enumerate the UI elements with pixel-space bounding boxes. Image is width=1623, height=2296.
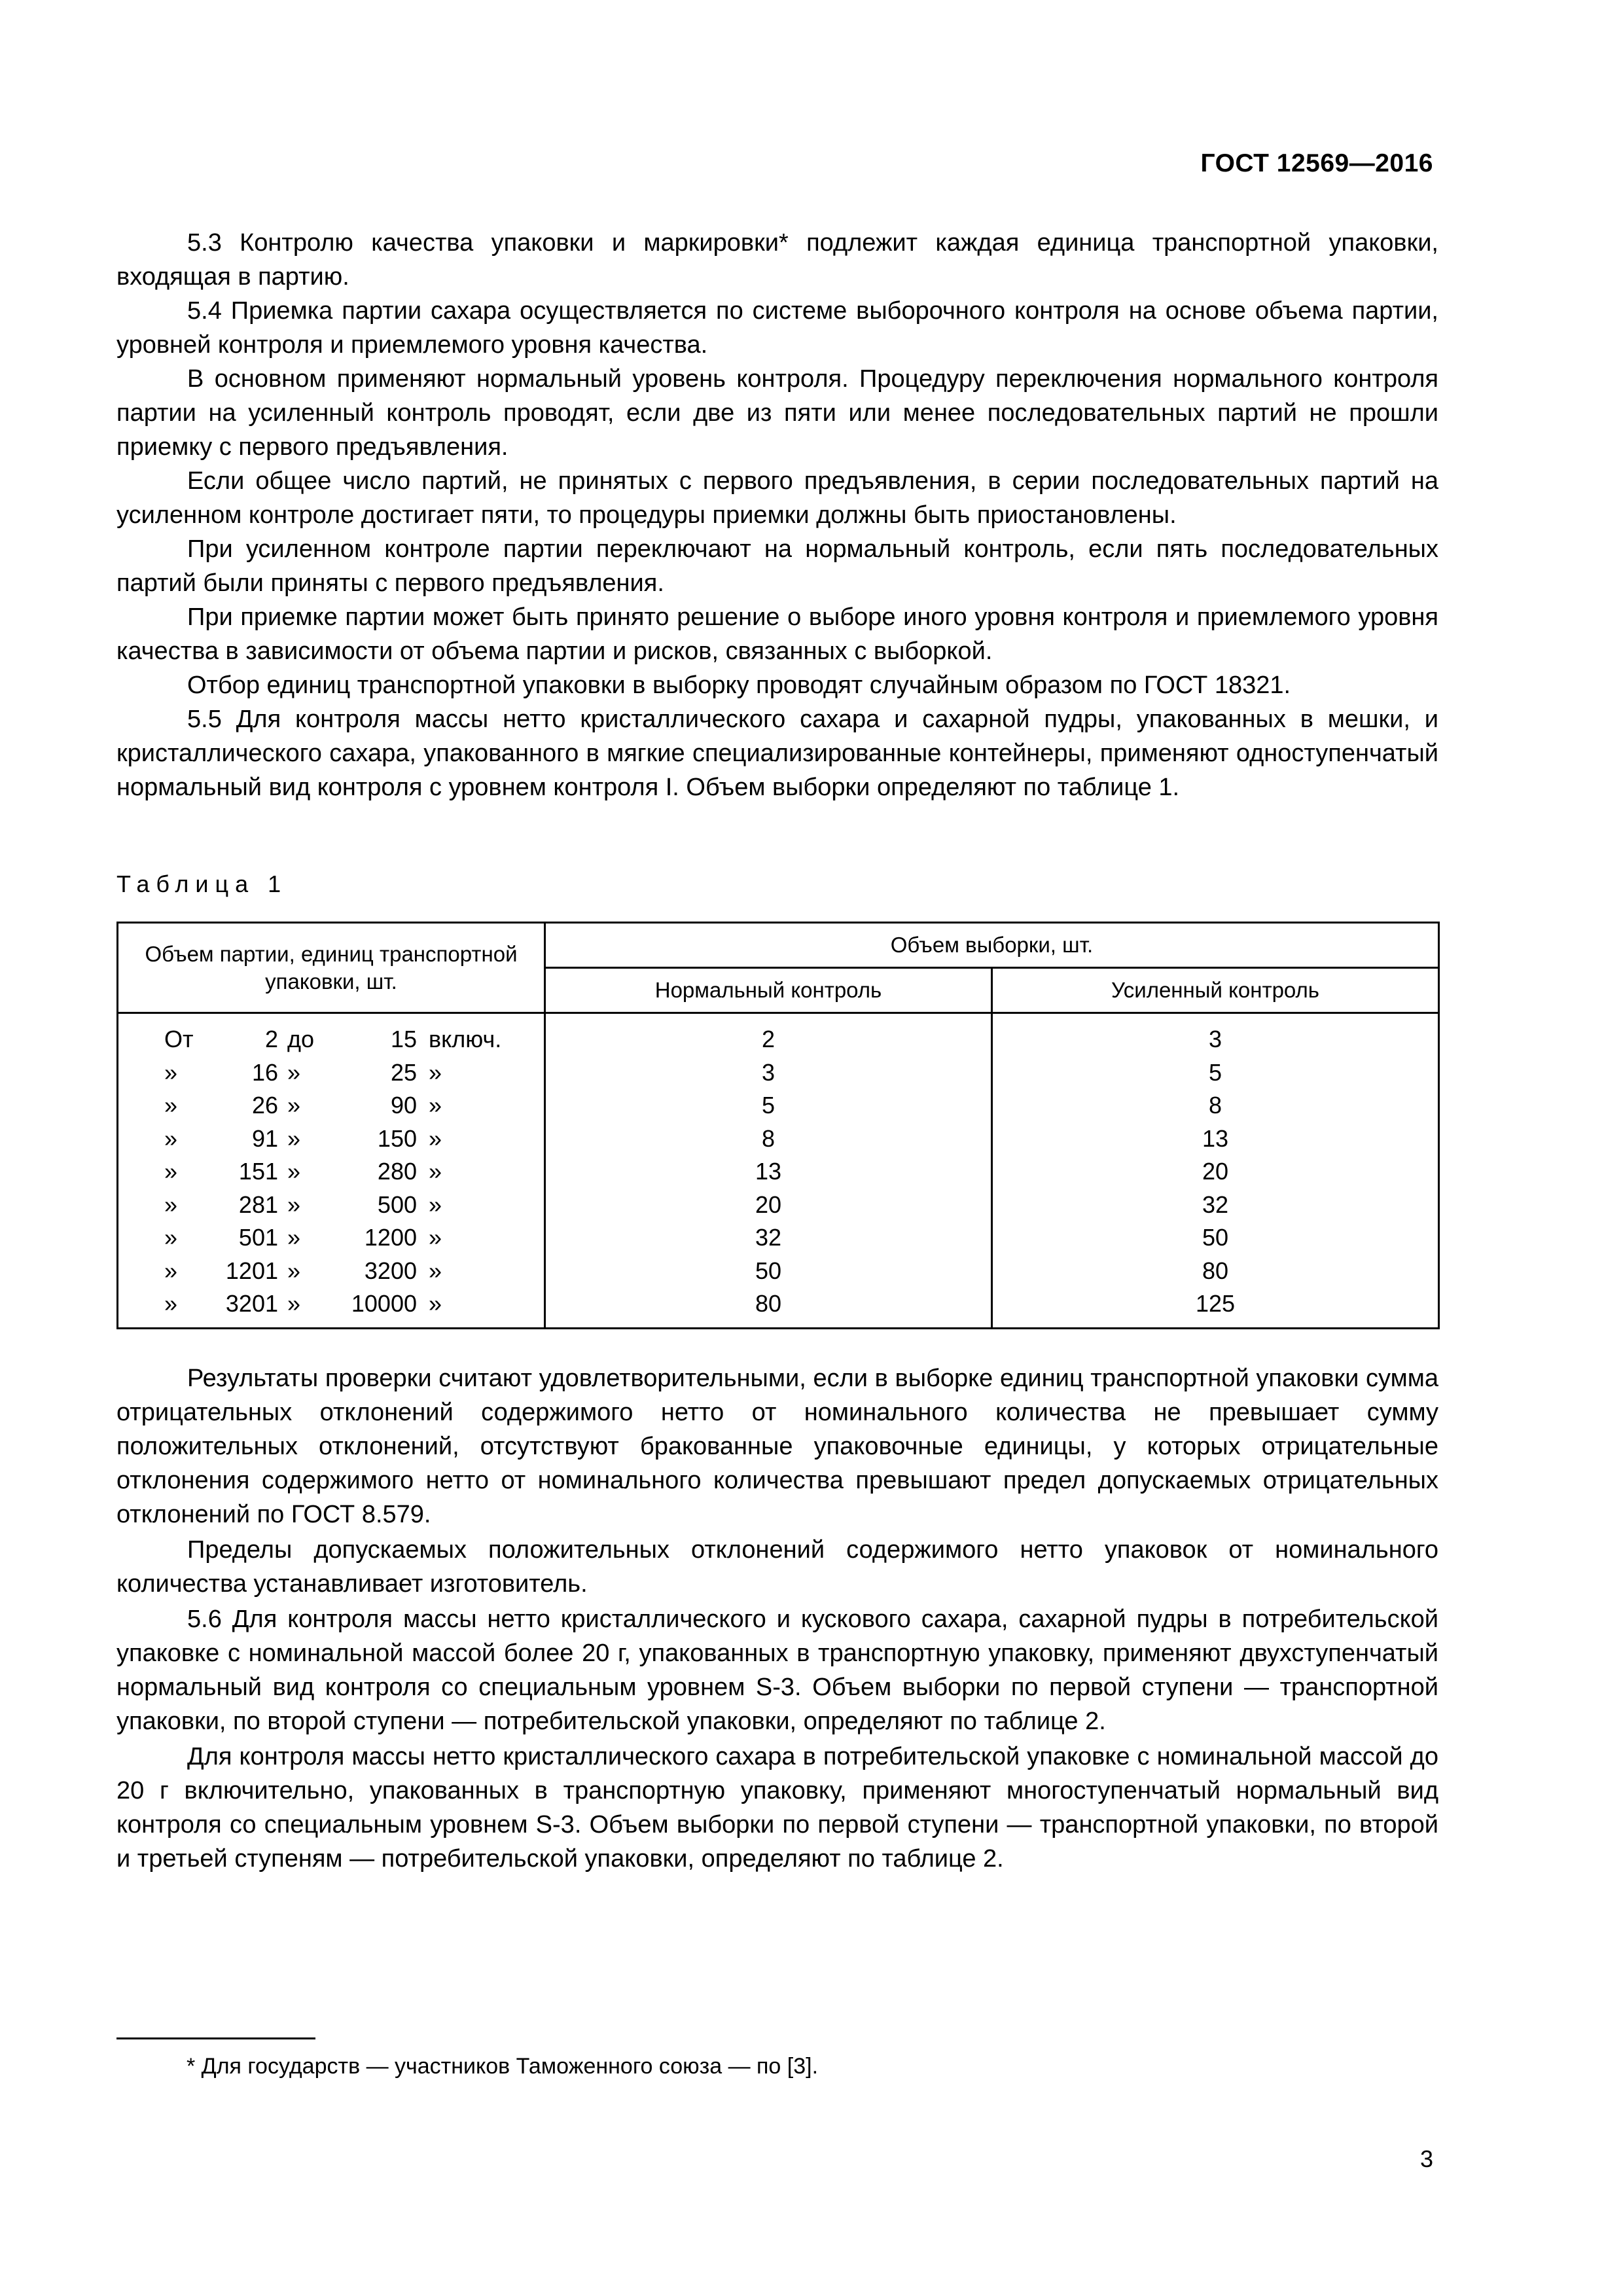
paragraph: 5.5 Для контроля массы нетто кристаллического сахара и сахарной пудры, упакованных в мешки, и кристаллического сахара, упакованного в мягкие специализированные контейнеры, применяют одноступенчатый нормальный вид контроля с уровнем контроля I. Объем выборки определяют по таблице 1. xyxy=(116,706,1438,801)
sample-size-table xyxy=(116,922,1440,1329)
page-header-doc-id: ГОСТ 12569—2016 xyxy=(1200,149,1433,177)
normal-sample: 32 xyxy=(545,1221,992,1255)
paragraph: Если общее число партий, не принятых с первого предъявления, в серии последовательных партий на усиленном контроле достигает пяти, то процедуры приемки должны быть приостановлены. xyxy=(116,467,1438,529)
table-row xyxy=(118,1287,1439,1328)
tightened-sample: 3 xyxy=(992,1023,1439,1056)
lot-size-range: » 281 » 500 » xyxy=(118,1189,545,1222)
paragraph: Для контроля массы нетто кристаллического сахара в потребительской упаковке с номинальной массой до 20 г включительно, упакованных в транспортную упаковку, применяют многоступенчатый нормальный вид контроля со специальным уровнем S-3. Объем выборки по первой ступени — транспортной упаковки, по второй и третьей ступеням — потребительской упаковки, определяют по таблице 2. xyxy=(116,1743,1438,1873)
body-text-top xyxy=(116,226,1438,804)
lot-size-range: » 16 » 25 » xyxy=(118,1056,545,1090)
paragraph: 5.3 Контролю качества упаковки и маркировки* подлежит каждая единица транспортной упаковки, входящая в партию. xyxy=(116,229,1438,291)
table-row xyxy=(118,1189,1439,1222)
body-text-bottom xyxy=(116,1361,1438,1877)
normal-sample: 2 xyxy=(545,1023,992,1056)
tightened-sample: 125 xyxy=(992,1287,1439,1328)
footnote-divider xyxy=(116,2037,315,2039)
paragraph: Результаты проверки считают удовлетворительными, если в выборке единиц транспортной упаковки сумма отрицательных отклонений содержимого нетто от номинального количества не превышает сумму положительных отклонений, отсутствуют бракованные упаковочные единицы, у которых отрицательные отклонения содержимого нетто от номинального количества превышают предел допускаемых отрицательных отклонений по ГОСТ 8.579. xyxy=(116,1365,1438,1528)
paragraph: 5.4 Приемка партии сахара осуществляется по системе выборочного контроля на основе объема партии, уровней контроля и приемлемого уровня качества. xyxy=(116,297,1438,359)
paragraph: 5.6 Для контроля массы нетто кристаллического и кускового сахара, сахарной пудры в потребительской упаковке с номинальной массой более 20 г, упакованных в транспортную упаковку, применяют двухступенчатый нормальный вид контроля со специальным уровнем S-3. Объем выборки по первой ступени — транспортной упаковки, по второй ступени — потребительской упаковки, определяют по таблице 2. xyxy=(116,1605,1438,1735)
normal-sample: 3 xyxy=(545,1056,992,1090)
table-row xyxy=(118,1089,1439,1122)
table-head-sample-size: Объем выборки, шт. xyxy=(545,923,1439,968)
tightened-sample: 8 xyxy=(992,1089,1439,1122)
lot-size-range: » 1201 » 3200 » xyxy=(118,1255,545,1288)
footnote: * Для государств — участников Таможенного союза — по [3]. xyxy=(187,2054,819,2079)
paragraph: Пределы допускаемых положительных отклонений содержимого нетто упаковок от номинального количества устанавливает изготовитель. xyxy=(116,1536,1438,1598)
page-number: 3 xyxy=(1419,2145,1433,2172)
table-row xyxy=(118,1221,1439,1255)
lot-size-range: » 3201 » 10000 » xyxy=(118,1287,545,1328)
tightened-sample: 20 xyxy=(992,1155,1439,1189)
tightened-sample: 13 xyxy=(992,1122,1439,1156)
table-row xyxy=(118,1255,1439,1288)
paragraph: В основном применяют нормальный уровень контроля. Процедуру переключения нормального контроля партии на усиленный контроль проводят, если две из пяти или менее последовательных партий не прошли приемку с первого предъявления. xyxy=(116,365,1438,461)
lot-size-range: » 501 » 1200 » xyxy=(118,1221,545,1255)
paragraph: Отбор единиц транспортной упаковки в выборку проводят случайным образом по ГОСТ 18321. xyxy=(187,672,1291,699)
normal-sample: 8 xyxy=(545,1122,992,1156)
normal-sample: 80 xyxy=(545,1287,992,1328)
tightened-sample: 32 xyxy=(992,1189,1439,1222)
paragraph: При приемке партии может быть принято решение о выборе иного уровня контроля и приемлемого уровня качества в зависимости от объема партии и рисков, связанных с выборкой. xyxy=(116,603,1438,665)
tightened-sample: 80 xyxy=(992,1255,1439,1288)
tightened-sample: 5 xyxy=(992,1056,1439,1090)
table-title: Таблица 1 xyxy=(116,870,288,897)
table-row xyxy=(118,1023,1439,1056)
normal-sample: 20 xyxy=(545,1189,992,1222)
table-row xyxy=(118,1056,1439,1090)
lot-size-range: » 26 » 90 » xyxy=(118,1089,545,1122)
table-row xyxy=(118,1122,1439,1156)
table-head-lot-size: Объем партии, единиц транспортной упаковки, шт. xyxy=(118,923,545,1013)
tightened-sample: 50 xyxy=(992,1221,1439,1255)
table-row xyxy=(118,1155,1439,1189)
lot-size-range: » 151 » 280 » xyxy=(118,1155,545,1189)
table-head-tightened: Усиленный контроль xyxy=(992,968,1439,1013)
normal-sample: 13 xyxy=(545,1155,992,1189)
lot-size-range: » 91 » 150 » xyxy=(118,1122,545,1156)
lot-size-range: От 2 до 15 включ. xyxy=(118,1023,545,1056)
paragraph: При усиленном контроле партии переключают на нормальный контроль, если пять последовательных партий были приняты с первого предъявления. xyxy=(116,535,1438,597)
normal-sample: 5 xyxy=(545,1089,992,1122)
table-head-normal: Нормальный контроль xyxy=(545,968,992,1013)
normal-sample: 50 xyxy=(545,1255,992,1288)
